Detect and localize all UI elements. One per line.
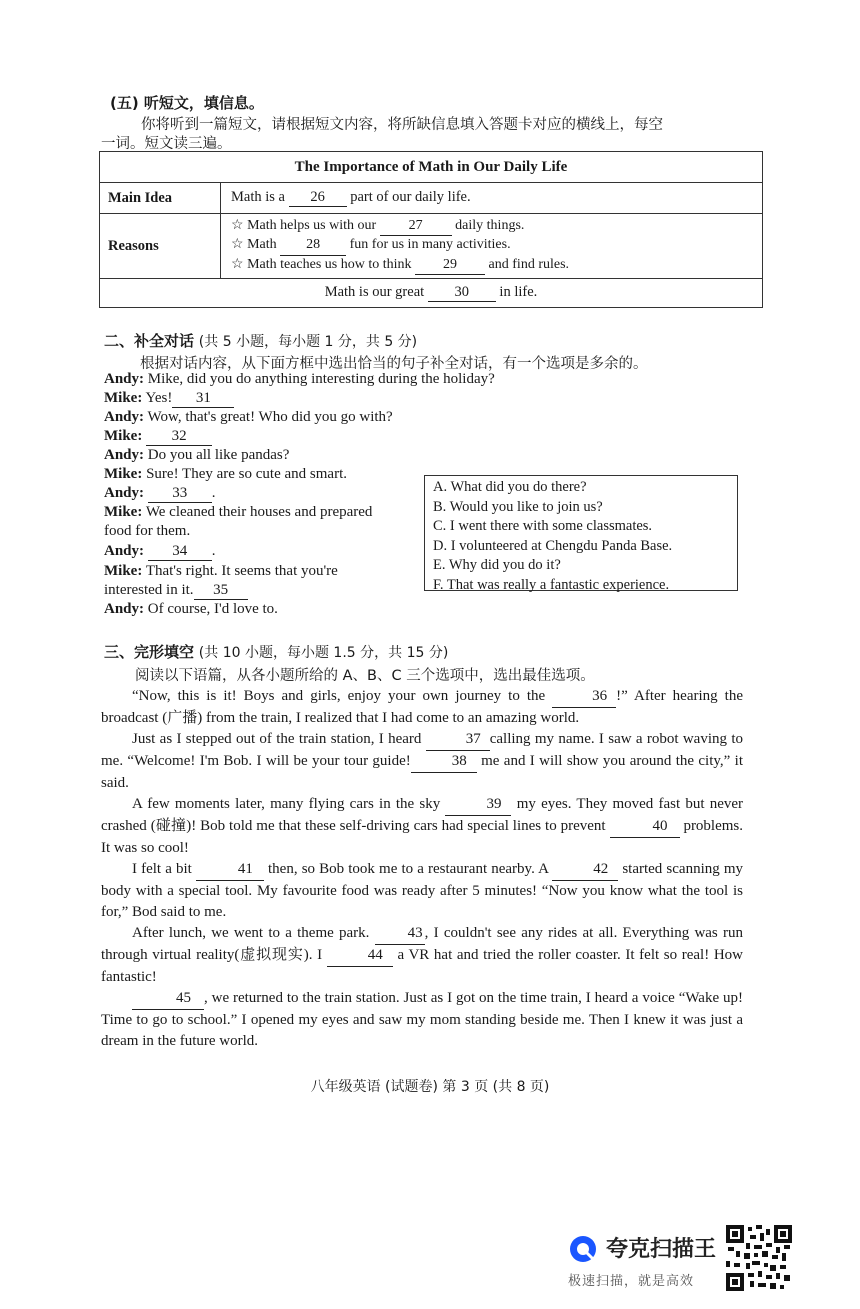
dialogue-line bbox=[104, 504, 372, 521]
main-idea-post: part of our daily life. bbox=[350, 189, 471, 205]
dialogue-text: . bbox=[211, 543, 216, 559]
section2-instruction: 根据对话内容，从下面方框中选出恰当的句子补全对话，有一个选项是多余的。 bbox=[140, 356, 648, 372]
blank-32: 32 bbox=[146, 428, 212, 446]
reason-text: Math helps us with our bbox=[247, 217, 377, 233]
dialogue-line: food for them. bbox=[104, 523, 191, 539]
passage-text: started scanning my body with a special tool. My favourite food was ready after 5 minutes! “Now you know what the tool is for,” Bod said to me. bbox=[101, 861, 744, 920]
dialogue-line bbox=[104, 371, 495, 388]
passage-text: , I couldn't see any rides at all. Everything was run through virtual reality(虚拟现实). I bbox=[101, 925, 744, 963]
blank-36: 36 bbox=[552, 686, 616, 708]
dialogue-line bbox=[104, 543, 216, 561]
reason-text: daily things. bbox=[455, 217, 525, 233]
blank-31: 31 bbox=[172, 390, 234, 408]
passage-text: !” After hearing the broadcast (广播) from the train, I realized that I had come to an amazing world. bbox=[101, 688, 743, 726]
blank-43: 43 bbox=[375, 923, 425, 945]
blank-45: 45 bbox=[132, 988, 204, 1010]
blank-27: 27 bbox=[380, 217, 452, 237]
dialogue-line bbox=[104, 390, 234, 408]
passage-paragraph bbox=[101, 794, 743, 859]
cloze-passage bbox=[101, 686, 743, 1052]
main-idea-cell bbox=[221, 183, 763, 214]
dialogue-line bbox=[104, 447, 289, 464]
section2-heading-row bbox=[104, 330, 417, 351]
option-item: D. I volunteered at Chengdu Panda Base. bbox=[433, 537, 673, 554]
blank-29: 29 bbox=[415, 256, 485, 276]
blank-42: 42 bbox=[552, 859, 618, 881]
section3-score: (共 10 小题，每小题 1.5 分，共 15 分) bbox=[198, 645, 449, 661]
blank-37: 37 bbox=[426, 729, 490, 751]
reason-text: and find rules. bbox=[488, 256, 570, 272]
speaker: Andy: bbox=[104, 409, 145, 425]
speaker: Mike: bbox=[104, 390, 143, 406]
speaker: Mike: bbox=[104, 563, 143, 579]
dialogue-line bbox=[104, 485, 216, 503]
dialogue-text: Do you all like pandas? bbox=[147, 447, 290, 463]
watermark-brand: 夸克扫描王 bbox=[606, 1237, 717, 1262]
passage-text: I felt a bit bbox=[132, 861, 192, 877]
option-item: C. I went there with some classmates. bbox=[433, 518, 653, 534]
dialogue-line bbox=[104, 582, 248, 600]
speaker: Andy: bbox=[104, 601, 145, 617]
passage-text: After lunch, we went to a theme park. bbox=[132, 925, 370, 941]
dialogue-line bbox=[104, 409, 393, 426]
dialogue-text: Yes! bbox=[145, 390, 173, 406]
blank-39: 39 bbox=[445, 794, 511, 816]
blank-44: 44 bbox=[327, 945, 393, 967]
table-footer bbox=[100, 279, 763, 308]
dialogue-text: . bbox=[211, 485, 216, 501]
passage-text: A few moments later, many flying cars in the sky bbox=[132, 796, 441, 812]
passage-paragraph bbox=[101, 859, 743, 923]
star-icon: ☆ bbox=[231, 237, 244, 253]
passage-text: calling my name. I saw a robot waving to me. “Welcome! I'm Bob. I will be your tour guide! bbox=[101, 731, 743, 769]
reason-item bbox=[231, 217, 762, 237]
main-idea-pre: Math is a bbox=[231, 189, 285, 205]
section5-heading: (五) 听短文，填信息。 bbox=[110, 94, 264, 112]
passage-text: problems. It was so cool! bbox=[101, 818, 744, 856]
dialogue-line bbox=[104, 563, 338, 580]
section3-heading: 三、完形填空 bbox=[104, 643, 195, 661]
speaker: Andy: bbox=[104, 543, 145, 559]
star-icon: ☆ bbox=[231, 217, 244, 233]
option-item: E. Why did you do it? bbox=[433, 557, 561, 573]
footer-post: in life. bbox=[499, 284, 538, 300]
option-item: A. What did you do there? bbox=[433, 479, 587, 495]
reason-text: Math teaches us how to think bbox=[247, 256, 412, 272]
dialogue-text: Of course, I'd love to. bbox=[147, 601, 278, 617]
passage-paragraph bbox=[101, 988, 743, 1052]
blank-34: 34 bbox=[148, 543, 212, 561]
reason-text: fun for us in many activities. bbox=[349, 237, 511, 253]
page-footer: 八年级英语 (试题卷) 第 3 页 (共 8 页) bbox=[310, 1079, 550, 1095]
reason-text: Math bbox=[247, 237, 277, 253]
speaker: Andy: bbox=[104, 485, 145, 501]
reason-item bbox=[231, 256, 762, 276]
blank-41: 41 bbox=[196, 859, 264, 881]
reasons-cell bbox=[221, 214, 763, 279]
blank-30: 30 bbox=[428, 284, 496, 302]
passage-text: then, so Bob took me to a restaurant nearby. A bbox=[268, 861, 549, 877]
reasons-label: Reasons bbox=[100, 214, 221, 279]
dialogue-text: interested in it. bbox=[104, 582, 194, 598]
passage-text: me and I will show you around the city,” it said. bbox=[101, 753, 743, 791]
passage-text: a VR hat and tried the roller coaster. It felt so real! How fantastic! bbox=[101, 947, 744, 985]
speaker: Andy: bbox=[104, 371, 145, 387]
passage-paragraph bbox=[101, 686, 743, 729]
option-item: B. Would you like to join us? bbox=[433, 498, 603, 515]
watermark-slogan: 极速扫描，就是高效 bbox=[568, 1274, 695, 1289]
quark-logo-icon bbox=[568, 1234, 598, 1264]
speaker: Andy: bbox=[104, 447, 145, 463]
passage-text: my eyes. They moved fast but never crashed (碰撞)! Bob told me that these self-driving cars had special lines to prevent bbox=[101, 796, 744, 834]
dialogue-line bbox=[104, 601, 278, 618]
passage-text: Just as I stepped out of the train station, I heard bbox=[132, 731, 422, 747]
section3-instruction: 阅读以下语篇，从各小题所给的 A、B、C 三个选项中，选出最佳选项。 bbox=[135, 668, 595, 684]
qr-code-icon bbox=[726, 1225, 792, 1291]
dialogue-line bbox=[104, 466, 347, 483]
info-table bbox=[99, 151, 763, 308]
section2-heading: 二、补全对话 bbox=[104, 332, 195, 350]
option-item: F. That was really a fantastic experience. bbox=[433, 576, 670, 593]
main-idea-label: Main Idea bbox=[100, 183, 221, 214]
reason-item bbox=[231, 236, 762, 256]
dialogue-text: That's right. It seems that you're bbox=[145, 563, 338, 579]
options-box bbox=[424, 475, 738, 591]
section3-heading-row bbox=[104, 641, 448, 662]
dialogue-text: We cleaned their houses and prepared bbox=[145, 504, 373, 520]
speaker: Mike: bbox=[104, 428, 143, 444]
blank-26: 26 bbox=[289, 189, 347, 207]
blank-35: 35 bbox=[194, 582, 248, 600]
speaker: Mike: bbox=[104, 466, 143, 482]
blank-33: 33 bbox=[148, 485, 212, 503]
section2-score: (共 5 小题，每小题 1 分，共 5 分) bbox=[198, 334, 418, 350]
dialogue-line bbox=[104, 428, 212, 446]
table-title: The Importance of Math in Our Daily Life bbox=[100, 152, 763, 183]
section5-instruction-1: 你将听到一篇短文，请根据短文内容，将所缺信息填入答题卡对应的横线上，每空 bbox=[141, 117, 663, 133]
passage-paragraph bbox=[101, 729, 743, 794]
passage-paragraph bbox=[101, 923, 743, 988]
dialogue-text: Sure! They are so cute and smart. bbox=[146, 466, 347, 482]
dialogue-text: Mike, did you do anything interesting during the holiday? bbox=[147, 371, 495, 387]
star-icon: ☆ bbox=[231, 256, 244, 272]
passage-text: “Now, this is it! Boys and girls, enjoy your own journey to the bbox=[132, 688, 546, 704]
footer-pre: Math is our great bbox=[324, 284, 425, 300]
speaker: Mike: bbox=[104, 504, 143, 520]
blank-28: 28 bbox=[280, 236, 346, 256]
passage-text: , we returned to the train station. Just as I got on the time train, I heard a voice “Wake up! Time to go to school.” I opened my eyes and saw my mom standing beside me. Then I knew it was just a dream in the future world. bbox=[101, 990, 743, 1049]
blank-40: 40 bbox=[610, 816, 680, 838]
dialogue-text: Wow, that's great! Who did you go with? bbox=[147, 409, 393, 425]
section5-instruction-2: 一词。短文读三遍。 bbox=[101, 136, 232, 152]
blank-38: 38 bbox=[411, 751, 477, 773]
